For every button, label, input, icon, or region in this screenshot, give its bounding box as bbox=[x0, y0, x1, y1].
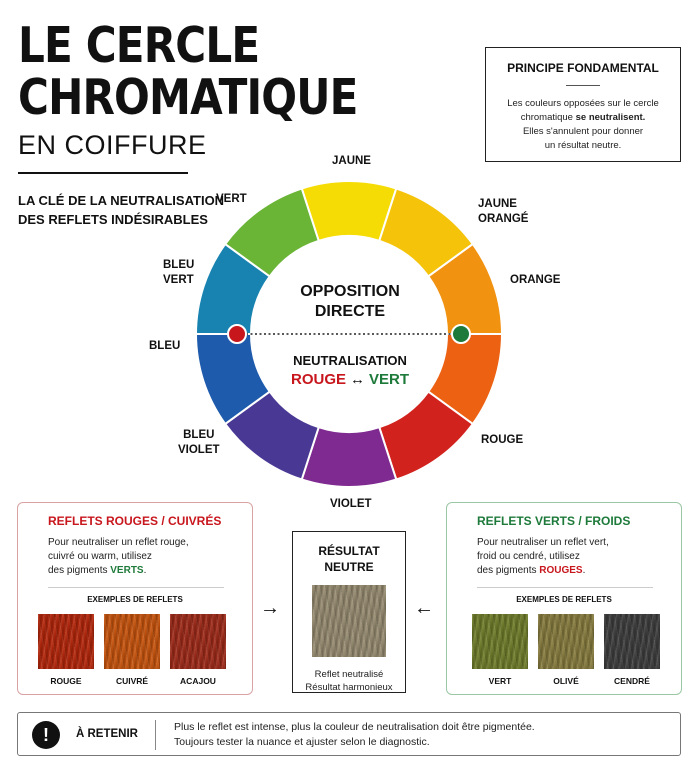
swatch-vert bbox=[472, 614, 528, 669]
swatch-rouge bbox=[38, 614, 94, 669]
label-orange: ORANGE bbox=[510, 274, 561, 286]
principle-line-2-bold: se neutralisent. bbox=[575, 112, 646, 123]
swatch-acajou-label: ACAJOU bbox=[180, 676, 216, 686]
principle-line-4: un résultat neutre. bbox=[544, 140, 622, 151]
red-card-line-3 bbox=[48, 564, 238, 578]
red-dot bbox=[228, 325, 246, 343]
label-bleu-vert-line-2: VERT bbox=[163, 274, 194, 286]
result-title-line-1: RÉSULTAT bbox=[318, 544, 380, 558]
green-dot bbox=[452, 325, 470, 343]
red-card-text bbox=[48, 536, 238, 578]
swatch-olive bbox=[538, 614, 594, 669]
label-jaune: JAUNE bbox=[332, 155, 371, 167]
arrow-left-icon: ← bbox=[414, 597, 434, 619]
green-card-title: REFLETS VERTS / FROIDS bbox=[477, 514, 631, 528]
center-subtitle: NEUTRALISATION bbox=[293, 353, 407, 368]
center-title-line-2: DIRECTE bbox=[314, 303, 386, 320]
swatch-vert-label: VERT bbox=[488, 676, 512, 686]
swatch-cendre-label: CENDRÉ bbox=[614, 676, 650, 686]
center-title bbox=[290, 282, 410, 322]
retenir-line-1: Plus le reflet est intense, plus la couleur de neutralisation doit être pigmentée. bbox=[174, 721, 535, 733]
label-bleu-vert-line-1: BLEU bbox=[163, 259, 195, 271]
retenir-label: À RETENIR bbox=[76, 728, 138, 740]
red-card-line-3-suffix: . bbox=[143, 565, 147, 576]
green-card-text bbox=[477, 536, 667, 578]
swatch-cendre bbox=[604, 614, 660, 669]
tagline-line-2: DES REFLETS INDÉSIRABLES bbox=[18, 212, 208, 227]
double-arrow-icon: ↔ bbox=[350, 371, 365, 388]
arrow-right-icon: → bbox=[260, 597, 280, 619]
label-bleu-violet bbox=[178, 428, 220, 458]
exclamation-icon: ! bbox=[32, 721, 60, 749]
result-box bbox=[292, 531, 406, 693]
result-text bbox=[293, 668, 405, 694]
principle-line-3: Elles s'annulent pour donner bbox=[522, 126, 644, 137]
principle-line-1: Les couleurs opposées sur le cercle bbox=[507, 98, 659, 109]
retenir-line-2: Toujours tester la nuance et ajuster selon le diagnostic. bbox=[174, 736, 430, 748]
result-text-line-2: Résultat harmonieux bbox=[305, 682, 393, 693]
label-bleu: BLEU bbox=[149, 340, 181, 352]
label-rouge: ROUGE bbox=[481, 434, 524, 446]
retenir-box bbox=[17, 712, 681, 756]
neutral-swatch bbox=[312, 585, 386, 657]
label-violet: VIOLET bbox=[330, 498, 372, 510]
swatch-rouge-label: ROUGE bbox=[50, 676, 82, 686]
red-reflects-card bbox=[17, 502, 253, 695]
center-red: ROUGE bbox=[290, 371, 346, 388]
green-card-line-3-suffix: . bbox=[582, 565, 586, 576]
red-card-line-3-bold: VERTS bbox=[110, 565, 144, 576]
retenir-text bbox=[174, 720, 535, 750]
label-jaune-orange-line-2: ORANGÉ bbox=[478, 213, 529, 225]
subtitle: EN COIFFURE bbox=[18, 130, 207, 160]
label-vert: VERT bbox=[216, 193, 247, 205]
label-jaune-orange-line-1: JAUNE bbox=[478, 198, 517, 210]
principle-line-2-prefix: chromatique bbox=[520, 112, 576, 123]
swatch-cuivre-label: CUIVRÉ bbox=[115, 676, 149, 686]
label-bleu-violet-line-1: BLEU bbox=[183, 429, 215, 441]
red-card-line-2: cuivré ou warm, utilisez bbox=[48, 551, 152, 562]
swatch-olive-label: OLIVÉ bbox=[553, 676, 579, 686]
red-card-line-3-prefix: des pigments bbox=[48, 565, 111, 576]
principle-title: PRINCIPE FONDAMENTAL bbox=[507, 61, 659, 75]
green-card-line-2: froid ou cendré, utilisez bbox=[477, 551, 580, 562]
green-card-line-3 bbox=[477, 564, 667, 578]
center-green: VERT bbox=[369, 371, 410, 388]
center-title-line-1: OPPOSITION bbox=[300, 283, 400, 300]
green-card-line-3-bold: ROUGES bbox=[539, 565, 583, 576]
title-line-2: CHROMATIQUE bbox=[18, 69, 358, 126]
label-bleu-violet-line-2: VIOLET bbox=[178, 444, 220, 456]
result-title bbox=[293, 543, 405, 575]
green-card-examples-title: EXEMPLES DE REFLETS bbox=[516, 595, 612, 604]
swatch-acajou bbox=[170, 614, 226, 669]
label-jaune-orange bbox=[478, 197, 528, 227]
red-card-line-1: Pour neutraliser un reflet rouge, bbox=[48, 537, 189, 548]
result-title-line-2: NEUTRE bbox=[324, 560, 374, 574]
swatch-cuivre bbox=[104, 614, 160, 669]
result-text-line-1: Reflet neutralisé bbox=[314, 669, 384, 680]
green-card-line-3-prefix: des pigments bbox=[477, 565, 540, 576]
green-card-divider bbox=[477, 587, 653, 588]
red-card-examples-title: EXEMPLES DE REFLETS bbox=[87, 595, 183, 604]
red-card-title: REFLETS ROUGES / CUIVRÉS bbox=[48, 514, 222, 528]
red-card-divider bbox=[48, 587, 224, 588]
tagline-line-1: LA CLÉ DE LA NEUTRALISATION bbox=[18, 193, 225, 208]
title-line-1: LE CERCLE bbox=[18, 17, 260, 74]
center-pair bbox=[260, 371, 440, 388]
label-bleu-vert bbox=[163, 258, 194, 288]
green-reflects-card bbox=[446, 502, 682, 695]
retenir-divider bbox=[155, 720, 156, 750]
green-card-line-1: Pour neutraliser un reflet vert, bbox=[477, 537, 609, 548]
